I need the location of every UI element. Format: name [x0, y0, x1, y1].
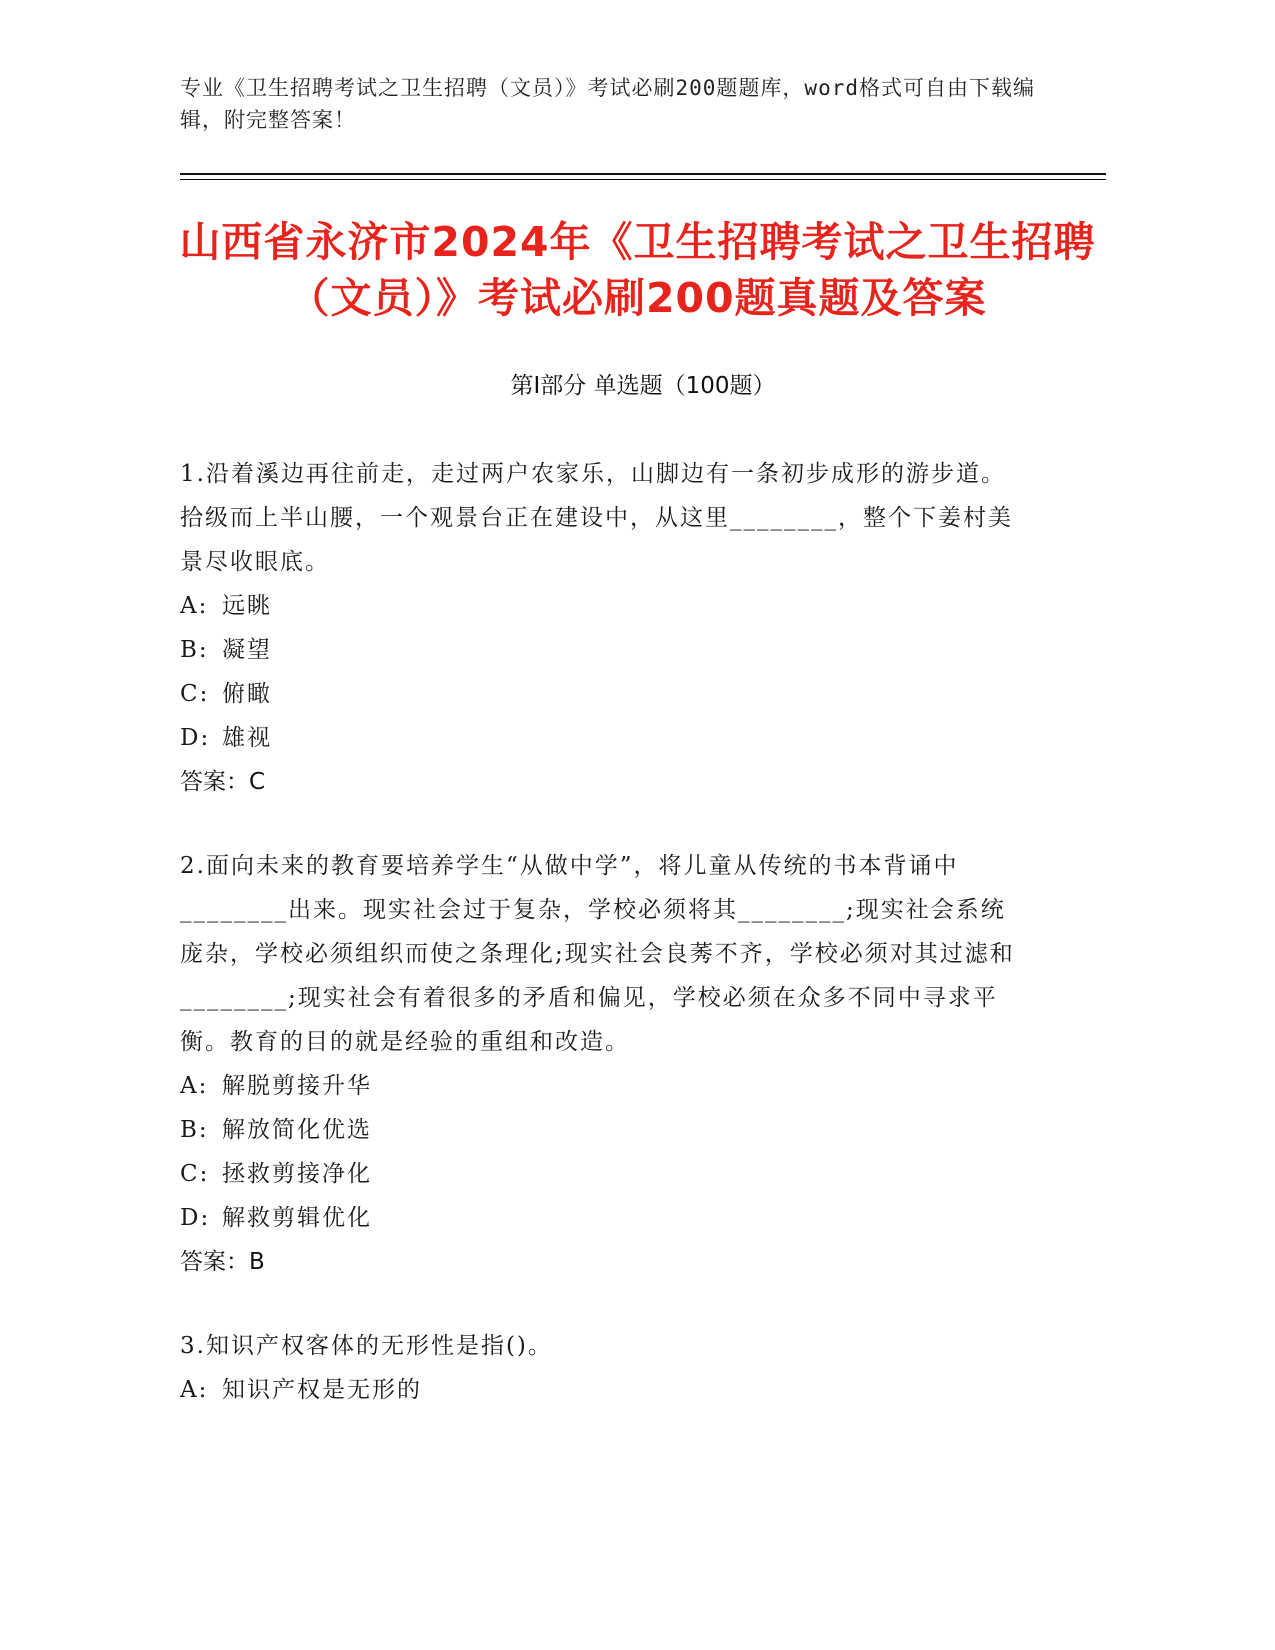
question-stem: 2.面向未来的教育要培养学生“从做中学”，将儿童从传统的书本背诵中________出来。现实社会过于复杂，学校必须将其________;现实社会系统庞杂，学校必须组织而使之条理化;现实社会良莠不齐，学校必须对其过滤和________;现实社会有着很多的矛盾和偏见，学校必须在众多不同中寻求平衡。教育的目的就是经验的重组和改造。: [180, 853, 1015, 1055]
option-key: A:: [180, 1073, 209, 1099]
option-key: D:: [180, 725, 211, 751]
question-stem: 3.知识产权客体的无形性是指()。: [180, 1333, 553, 1359]
question-list: [180, 452, 1030, 1452]
option-text: 解救剪辑优化: [222, 1205, 372, 1231]
document-title: 山西省永济市2024年《卫生招聘考试之卫生招聘（文员）》考试必刷200题真题及答案: [179, 218, 1096, 322]
option-text: 知识产权是无形的: [222, 1377, 422, 1403]
option-c: [180, 1152, 1030, 1196]
option-d: [180, 716, 1030, 760]
option-key: A:: [180, 1377, 209, 1403]
option-key: C:: [180, 1161, 210, 1187]
option-text: 拯救剪接净化: [222, 1161, 372, 1187]
question-3: [180, 1324, 1030, 1412]
option-key: B:: [180, 1117, 209, 1143]
question-stem: 1.沿着溪边再往前走，走过两户农家乐，山脚边有一条初步成形的游步道。拾级而上半山腰，一个观景台正在建设中，从这里________，整个下姜村美景尽收眼底。: [180, 461, 1013, 575]
header-divider-thick: [180, 173, 1106, 175]
option-key: D:: [180, 1205, 211, 1231]
option-a: [180, 584, 1030, 628]
option-key: B:: [180, 637, 209, 663]
question-2: [180, 844, 1030, 1284]
option-key: C:: [180, 681, 210, 707]
section-heading: 第Ⅰ部分 单选题（100题）: [510, 373, 776, 399]
option-a: [180, 1368, 1030, 1412]
option-text: 远眺: [222, 593, 272, 619]
option-text: 解放简化优选: [222, 1117, 372, 1143]
option-text: 俯瞰: [222, 681, 272, 707]
option-c: [180, 672, 1030, 716]
option-b: [180, 628, 1030, 672]
option-text: 雄视: [222, 725, 272, 751]
option-text: 凝望: [222, 637, 272, 663]
header-divider-thin: [180, 179, 1106, 180]
option-d: [180, 1196, 1030, 1240]
option-key: A:: [180, 593, 209, 619]
option-a: [180, 1064, 1030, 1108]
question-1: [180, 452, 1030, 804]
answer-line: 答案：B: [180, 1249, 265, 1275]
header-note: 专业《卫生招聘考试之卫生招聘（文员）》考试必刷200题题库，word格式可自由下载编辑，附完整答案！: [180, 76, 1035, 132]
answer-line: 答案：C: [180, 769, 266, 795]
option-text: 解脱剪接升华: [222, 1073, 372, 1099]
option-b: [180, 1108, 1030, 1152]
